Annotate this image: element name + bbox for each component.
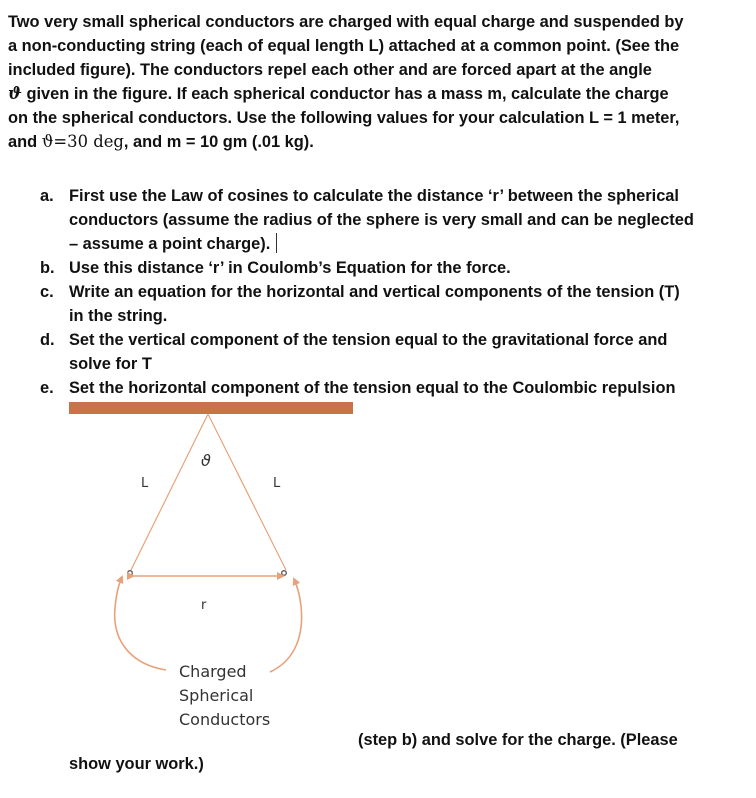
- step-letter: a.: [40, 187, 54, 205]
- step-text: solve for T: [69, 355, 152, 373]
- step-text: in the string.: [69, 307, 168, 325]
- problem-line: included figure). The conductors repel each other and are forced apart at the angle: [8, 61, 652, 79]
- problem-line-text: given in the figure. If each spherical conductor has a mass m, calculate the charge: [21, 85, 669, 103]
- right-string: [208, 414, 286, 570]
- support-bar: [69, 402, 353, 414]
- distance-label: r: [201, 598, 207, 613]
- step-text: Use this distance ‘r’ in Coulomb’s Equation for the force.: [69, 259, 511, 277]
- step-letter: e.: [40, 379, 54, 397]
- problem-line-text: and: [8, 133, 42, 151]
- problem-line: a non-conducting string (each of equal length L) attached at a common point. (See the: [8, 37, 680, 55]
- step-text: conductors (assume the radius of the sphere is very small and can be neglected: [69, 211, 694, 229]
- caption-line: Conductors: [179, 710, 271, 729]
- problem-line-text: , and m = 10 gm (.01 kg).: [123, 133, 314, 151]
- step-letter: c.: [40, 283, 54, 301]
- step-text: Write an equation for the horizontal and vertical components of the tension (T): [69, 283, 680, 301]
- step-text: First use the Law of cosines to calculate the distance ‘r’ between the spherical: [69, 187, 679, 205]
- right-pointer-curve: [270, 579, 302, 672]
- left-string: [131, 414, 208, 570]
- right-sphere: [282, 571, 287, 576]
- theta-value: ϑ=30 deg: [41, 132, 124, 151]
- left-sphere: [128, 571, 133, 576]
- step-letter: b.: [40, 259, 55, 277]
- step-text: – assume a point charge).: [69, 235, 271, 253]
- problem-line: Two very small spherical conductors are charged with equal charge and suspended by: [8, 13, 684, 31]
- step-text: Set the vertical component of the tension equal to the gravitational force and: [69, 331, 668, 349]
- left-length-label: L: [141, 476, 149, 491]
- theta-label: ϑ: [201, 451, 211, 470]
- step-text: Set the horizontal component of the tension equal to the Coulombic repulsion: [69, 379, 676, 397]
- caption-line: Spherical: [179, 686, 254, 705]
- left-pointer-curve: [115, 577, 166, 670]
- right-length-label: L: [273, 476, 281, 491]
- problem-line: on the spherical conductors. Use the following values for your calculation L = 1 meter,: [8, 109, 680, 127]
- theta-symbol: ϑ: [8, 84, 22, 103]
- caption-line: Charged: [179, 662, 247, 681]
- continuation-text: (step b) and solve for the charge. (Please: [358, 731, 678, 749]
- step-letter: d.: [40, 331, 55, 349]
- continuation-text: show your work.): [69, 755, 204, 773]
